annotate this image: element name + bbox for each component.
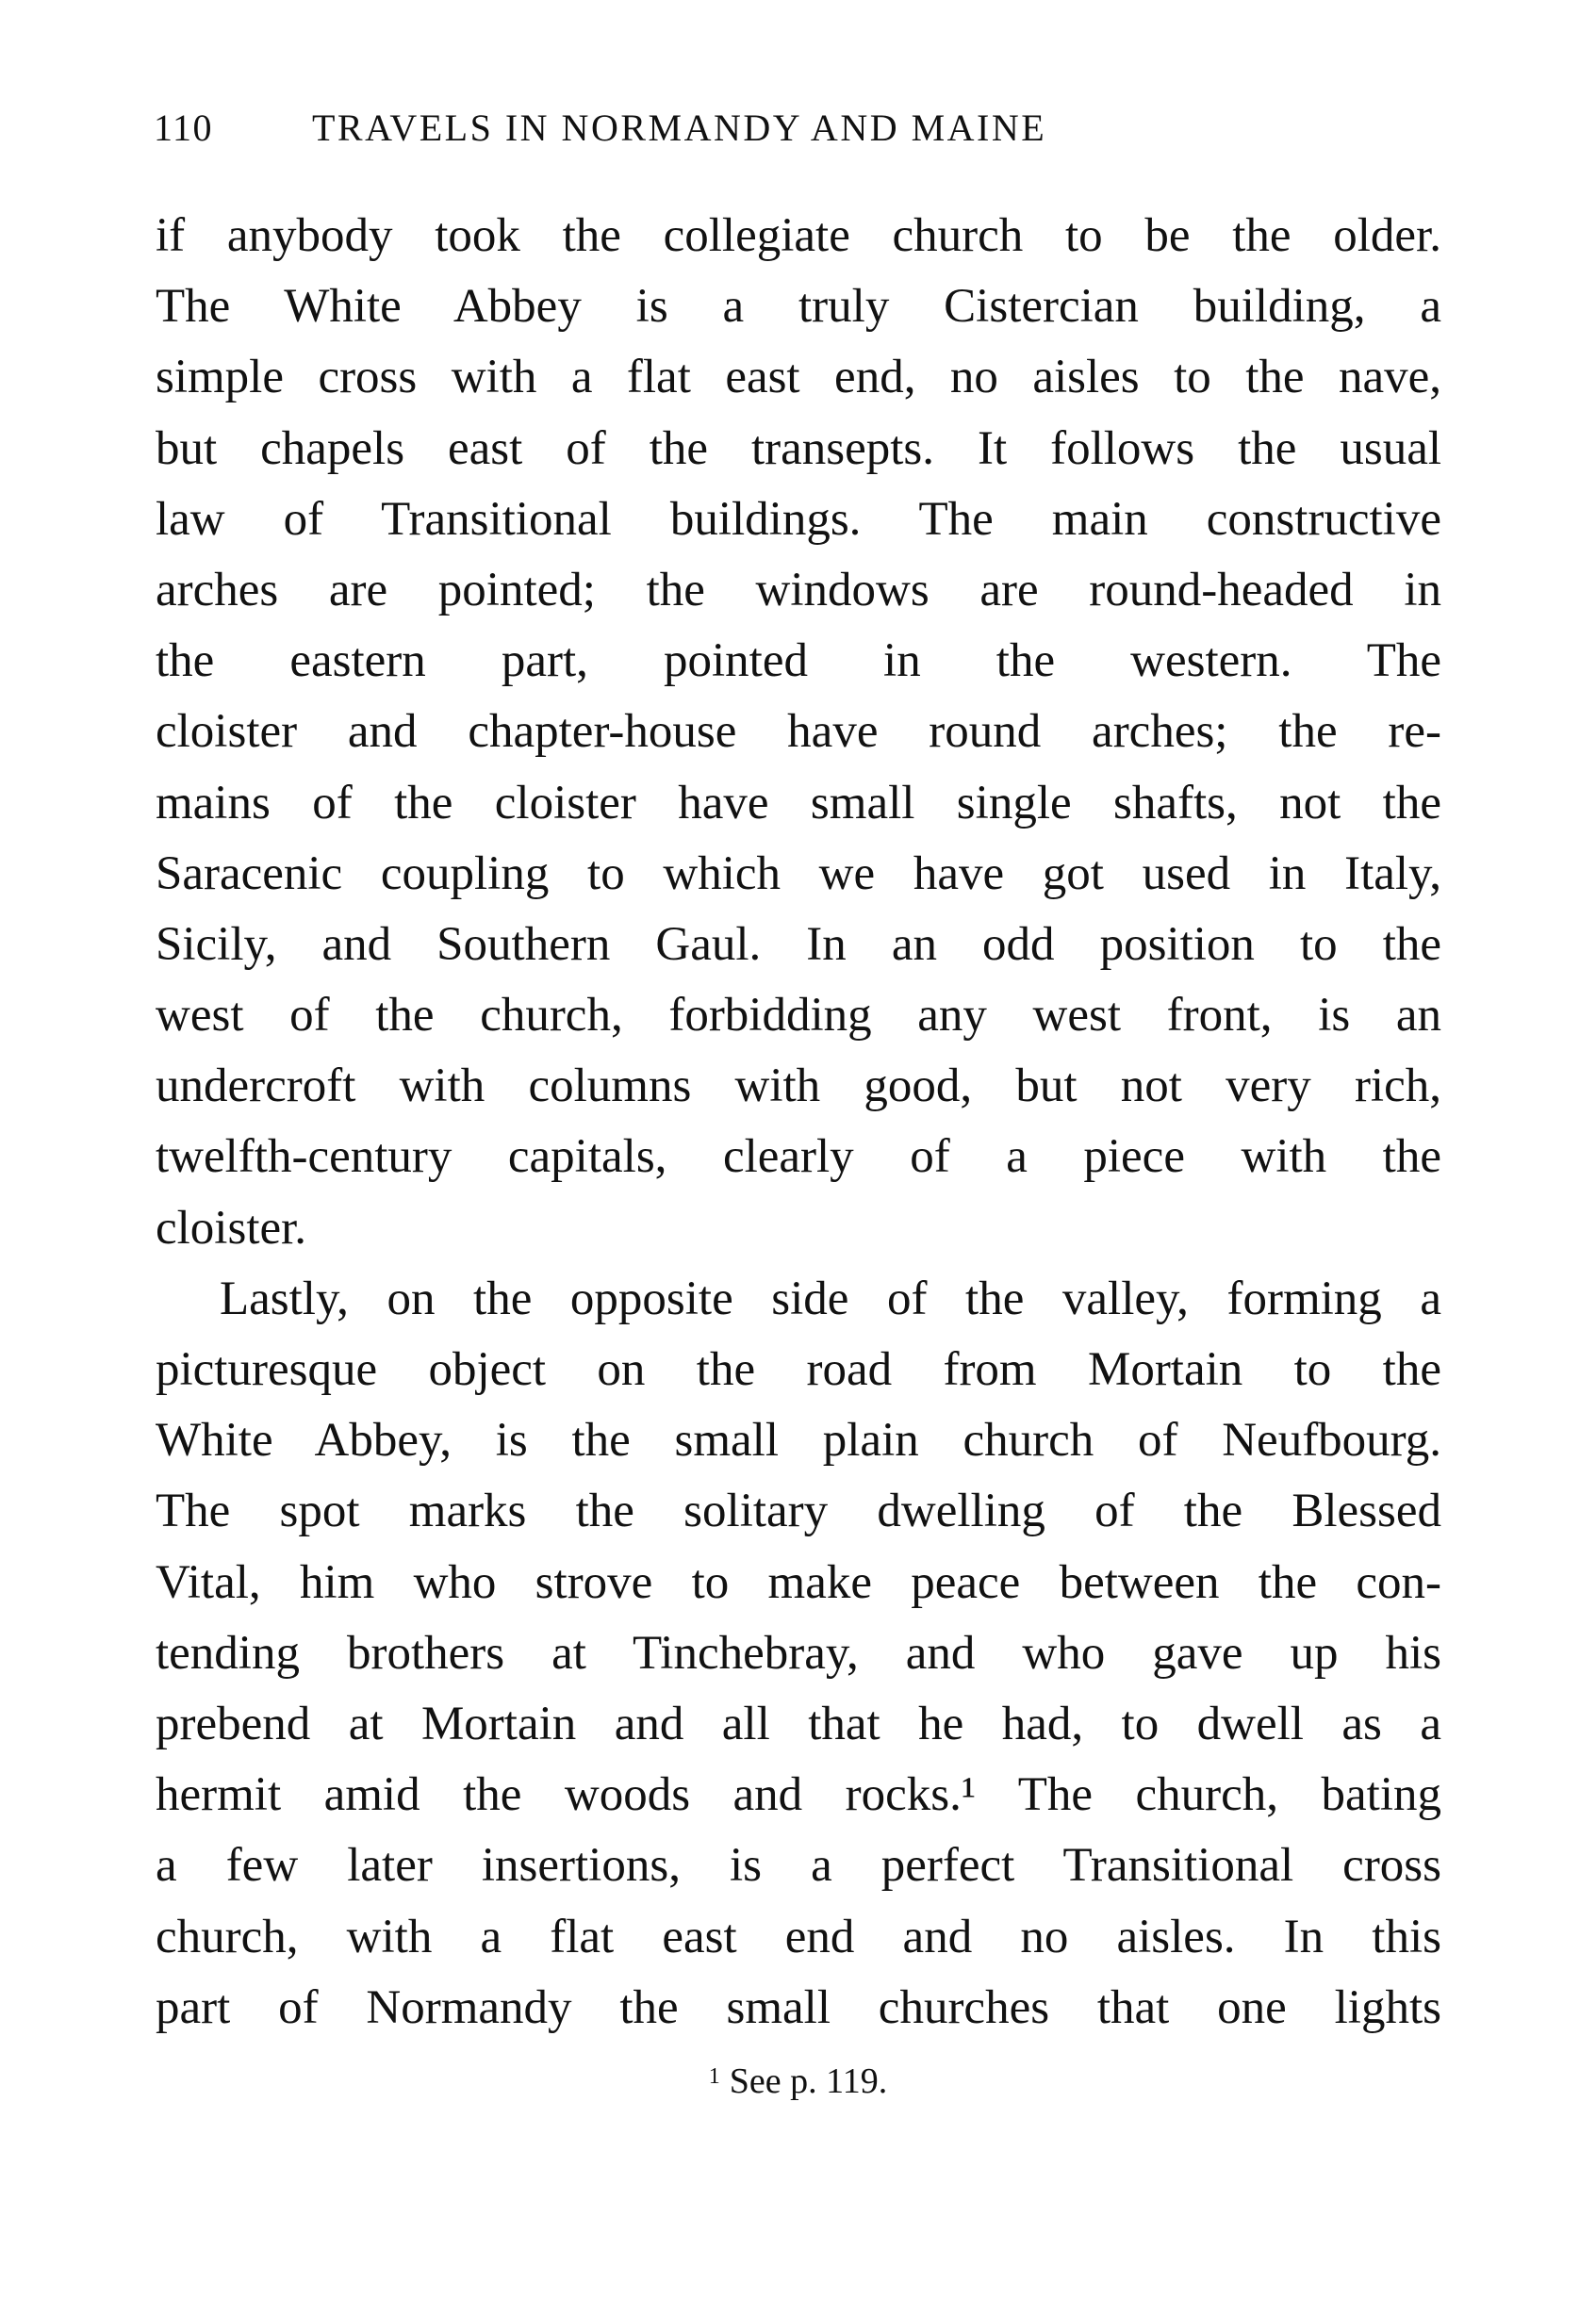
text-line: White Abbey, is the small plain church of Neufbourg. bbox=[156, 1414, 1441, 1468]
text-line: tending brothers at Tinchebray, and who gave up his bbox=[156, 1626, 1441, 1680]
text-line: Sicily, and Southern Gaul. In an odd position to the bbox=[156, 917, 1441, 971]
text-line: undercroft with columns with good, but not very rich, bbox=[156, 1059, 1441, 1113]
text-line: the eastern part, pointed in the western. The bbox=[156, 634, 1441, 688]
footnote-text: See p. 119. bbox=[729, 2061, 888, 2101]
text-line: Lastly, on the opposite side of the valley, forming a bbox=[220, 1272, 1441, 1325]
text-line: part of Normandy the small churches that one lights bbox=[156, 1980, 1441, 2034]
text-line: church, with a flat east end and no aisles. In this bbox=[156, 1910, 1441, 1963]
text-line: arches are pointed; the windows are round-headed in bbox=[156, 563, 1441, 616]
running-header bbox=[154, 106, 1285, 162]
text-line: Saracenic coupling to which we have got used in Italy, bbox=[156, 846, 1441, 900]
text-line: twelfth-century capitals, clearly of a piece with the bbox=[156, 1130, 1441, 1184]
text-line: cloister and chapter-house have round arches; the re- bbox=[156, 705, 1441, 759]
text-line: picturesque object on the road from Mortain to the bbox=[156, 1343, 1441, 1396]
text-line: a few later insertions, is a perfect Transitional cross bbox=[156, 1839, 1441, 1893]
footnote-marker: 1 bbox=[708, 2064, 720, 2089]
text-line: The White Abbey is a truly Cistercian building, a bbox=[156, 280, 1441, 334]
text-line: mains of the cloister have small single shafts, not the bbox=[156, 776, 1441, 829]
text-line: Vital, him who strove to make peace between the con- bbox=[156, 1555, 1441, 1609]
footnote bbox=[0, 2061, 1596, 2102]
running-title: TRAVELS IN NORMANDY AND MAINE bbox=[312, 107, 1047, 149]
page-number: 110 bbox=[154, 107, 214, 149]
text-line: cloister. bbox=[156, 1201, 307, 1255]
body-text bbox=[156, 201, 1441, 2044]
text-line: west of the church, forbidding any west front, is an bbox=[156, 989, 1441, 1043]
text-line: but chapels east of the transepts. It follows the usual bbox=[156, 421, 1441, 475]
text-line: if anybody took the collegiate church to be the older. bbox=[156, 209, 1441, 262]
text-line: The spot marks the solitary dwelling of the Blessed bbox=[156, 1485, 1441, 1538]
text-line: prebend at Mortain and all that he had, to dwell as a bbox=[156, 1697, 1441, 1750]
text-line: simple cross with a flat east end, no aisles to the nave, bbox=[156, 351, 1441, 404]
text-line: law of Transitional buildings. The main constructive bbox=[156, 492, 1441, 546]
text-line: hermit amid the woods and rocks.¹ The church, bating bbox=[156, 1768, 1441, 1822]
